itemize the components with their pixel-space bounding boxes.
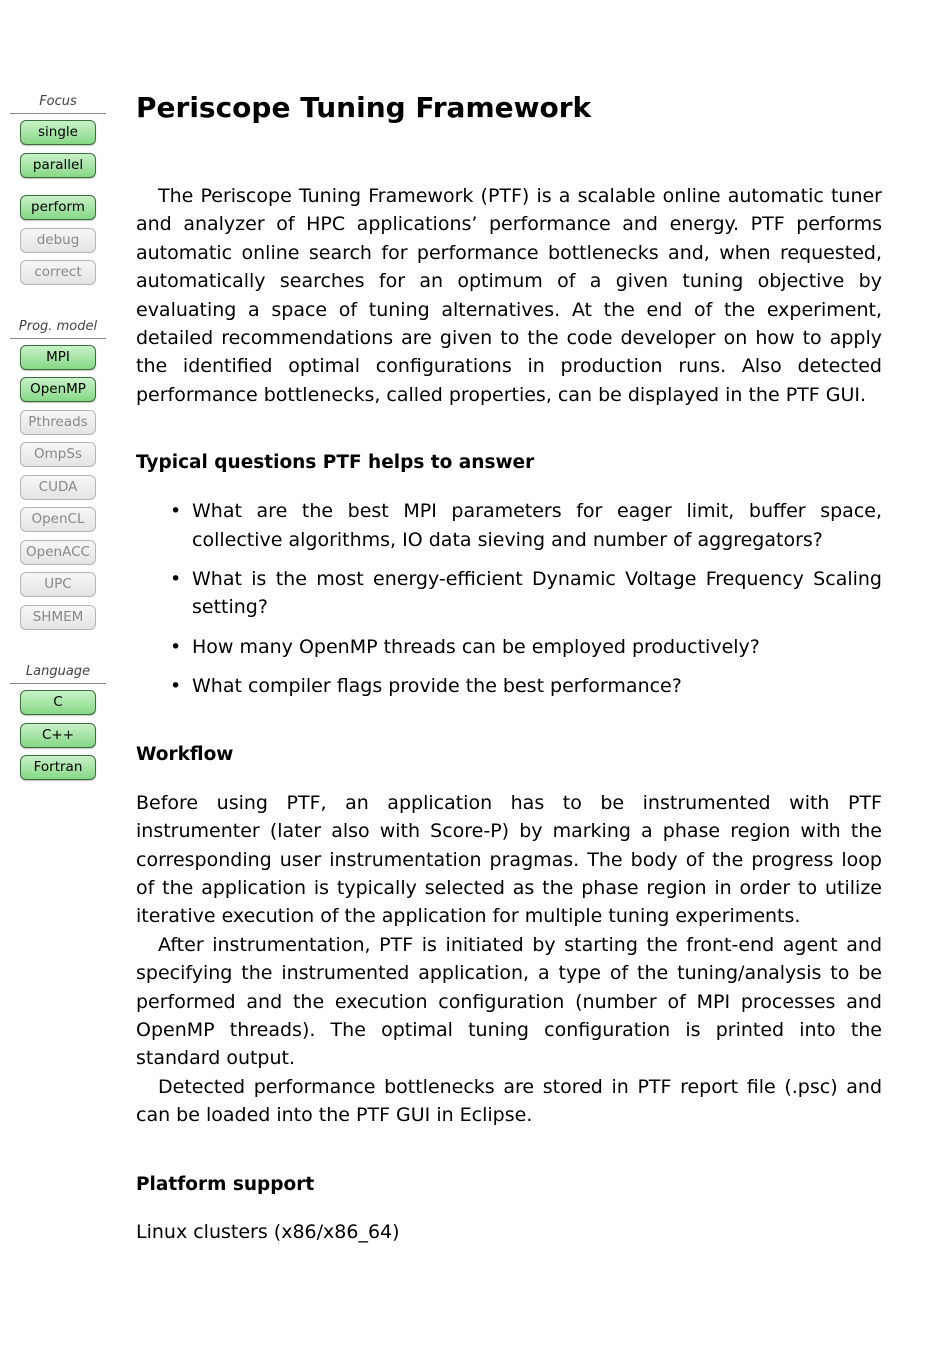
bullet-icon: •	[170, 500, 182, 523]
intro-paragraph: The Periscope Tuning Framework (PTF) is a scalable online automatic tuner and analyzer of HPC applications’ performance and energy. PTF performs automatic online search for performance bottlenecks and, when requested, automatically searches for an optimum of a given tuning objective by evaluating a space of tuning alternatives. At the end of the experiment, detailed recommendations are given to the code developer on how to apply the identified optimal configurations in production runs. Also detected performance bottlenecks, called properties, can be displayed in the PTF GUI.	[136, 185, 882, 406]
bullet-icon: •	[170, 568, 182, 591]
focus-tag-single[interactable]: single	[20, 120, 96, 145]
questions-list	[136, 497, 882, 700]
question-text: What compiler flags provide the best performance?	[192, 675, 682, 698]
prog-model-tag-upc[interactable]: UPC	[20, 572, 96, 597]
list-item	[136, 565, 882, 622]
list-item	[136, 633, 882, 661]
prog-model-tag-shmem[interactable]: SHMEM	[20, 605, 96, 630]
focus-group-title: Focus	[10, 94, 106, 114]
page-title: Periscope Tuning Framework	[136, 91, 592, 124]
focus-tag-correct[interactable]: correct	[20, 260, 96, 285]
bullet-icon: •	[170, 635, 182, 658]
workflow-heading: Workflow	[136, 743, 234, 765]
workflow-paragraph-1: Before using PTF, an application has to be instrumented with PTF instrumenter (later also with Score-P) by marking a phase region with the corresponding user instrumentation pragmas. The body of the progress loop of the application is typically selected as the phase region in order to utilize iterative execution of the application for multiple tuning experiments.	[136, 791, 882, 928]
language-group-title: Language	[10, 664, 106, 684]
sidebar	[10, 94, 106, 788]
question-text: How many OpenMP threads can be employed productively?	[192, 635, 760, 658]
prog-model-tag-openmp[interactable]: OpenMP	[20, 377, 96, 402]
list-item	[136, 497, 882, 554]
focus-tag-parallel[interactable]: parallel	[20, 153, 96, 178]
workflow-paragraph-3: Detected performance bottlenecks are stored in PTF report file (.psc) and can be loaded into the PTF GUI in Eclipse.	[136, 1075, 882, 1127]
main-content	[136, 88, 882, 1246]
bullet-icon: •	[170, 675, 182, 698]
prog-model-tag-ompss[interactable]: OmpSs	[20, 442, 96, 467]
platform-heading: Platform support	[136, 1173, 315, 1195]
prog-model-tag-cuda[interactable]: CUDA	[20, 475, 96, 500]
questions-heading: Typical questions PTF helps to answer	[136, 452, 535, 474]
prog-model-tag-pthreads[interactable]: Pthreads	[20, 410, 96, 435]
prog-model-group	[10, 319, 106, 630]
prog-model-tag-opencl[interactable]: OpenCL	[20, 507, 96, 532]
platform-text: Linux clusters (x86/x86_64)	[136, 1220, 400, 1243]
list-item	[136, 672, 882, 700]
prog-model-tag-openacc[interactable]: OpenACC	[20, 540, 96, 565]
question-text: What is the most energy-efficient Dynamic Voltage Frequency Scaling setting?	[192, 568, 882, 619]
language-tag-c[interactable]: C	[20, 690, 96, 715]
focus-tag-debug[interactable]: debug	[20, 228, 96, 253]
focus-group	[10, 94, 106, 285]
workflow-paragraph-2: After instrumentation, PTF is initiated by starting the front-end agent and specifying the instrumented application, a type of the tuning/analysis to be performed and the execution configuration (number of MPI processes and OpenMP threads). The optimal tuning configuration is printed into the standard output.	[136, 933, 882, 1070]
focus-tag-perform[interactable]: perform	[20, 195, 96, 220]
language-tag-fortran[interactable]: Fortran	[20, 755, 96, 780]
language-tag-cpp[interactable]: C++	[20, 723, 96, 748]
question-text: What are the best MPI parameters for eager limit, buffer space, collective algorithms, IO data sieving and number of aggregators?	[192, 500, 882, 551]
language-group	[10, 664, 106, 780]
prog-model-group-title: Prog. model	[10, 319, 106, 339]
prog-model-tag-mpi[interactable]: MPI	[20, 345, 96, 370]
